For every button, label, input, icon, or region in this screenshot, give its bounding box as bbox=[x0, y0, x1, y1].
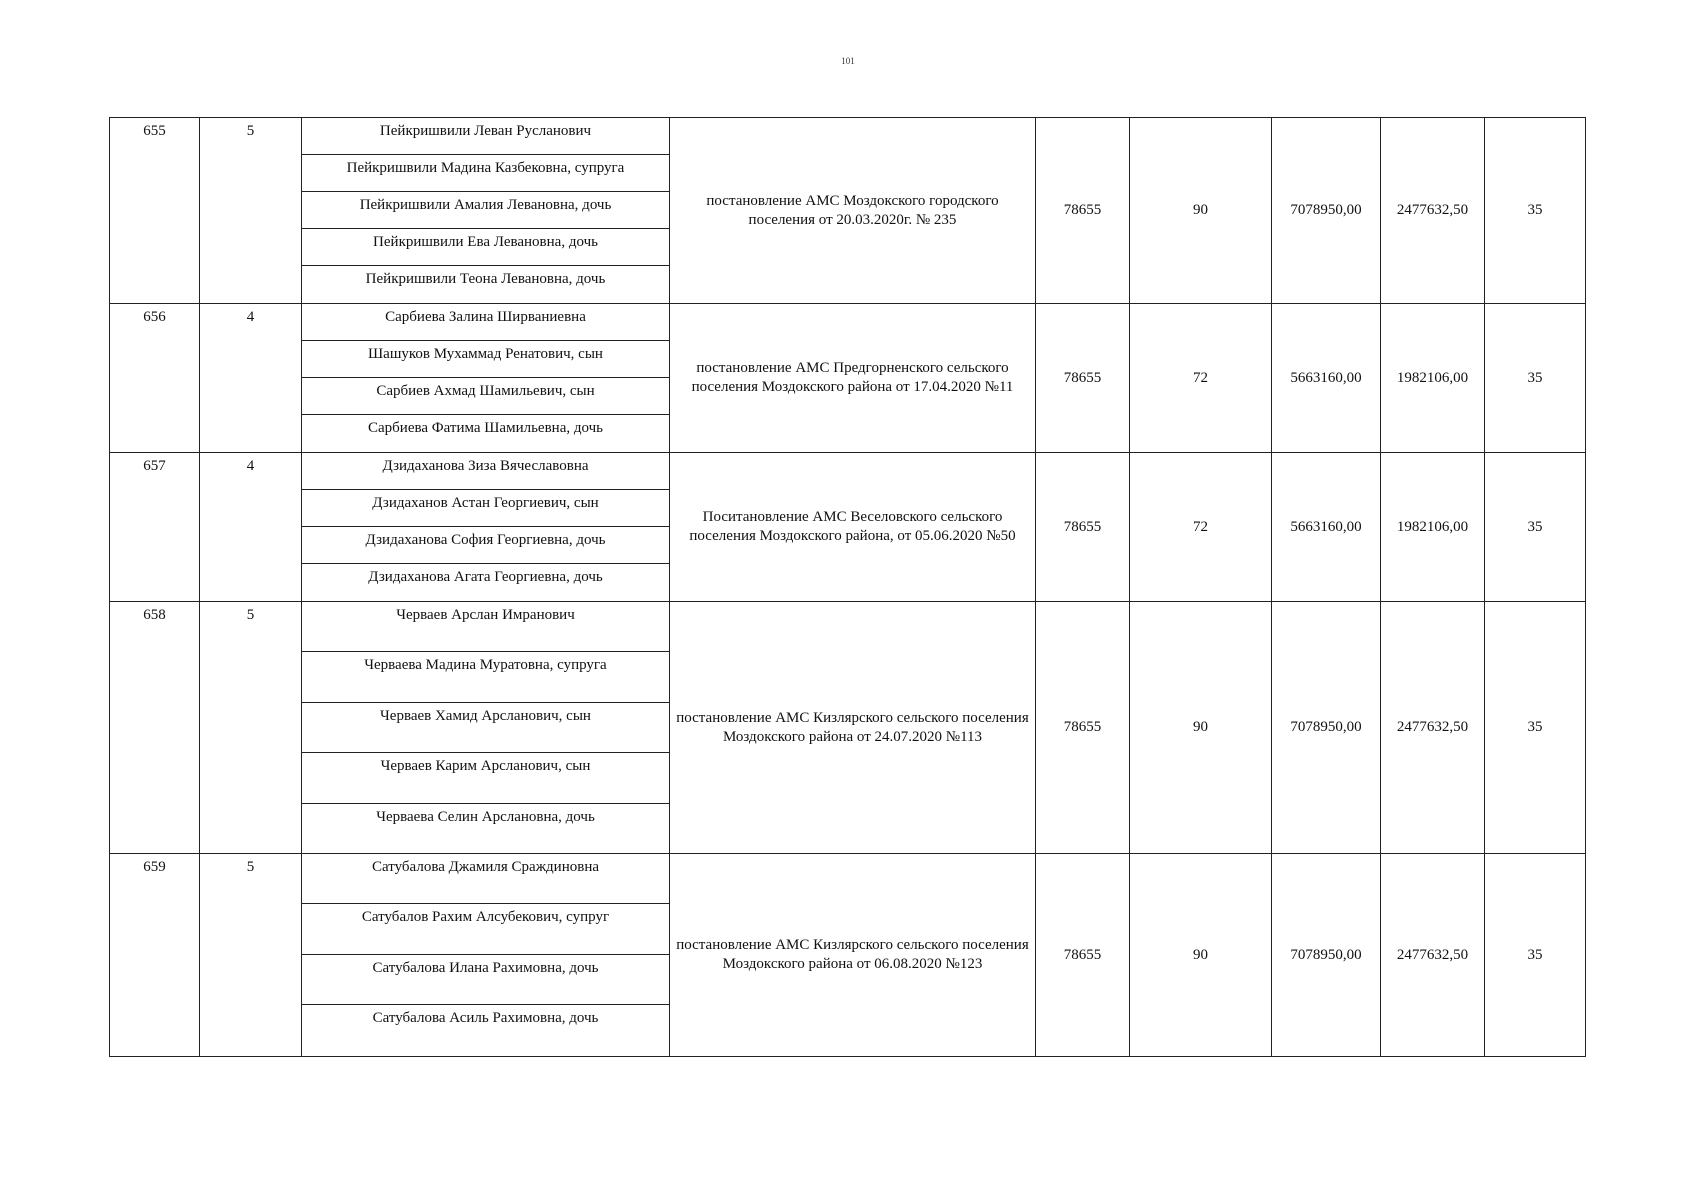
subsidy-cell: 2477632,50 bbox=[1381, 854, 1485, 1057]
family-size-cell: 5 bbox=[200, 118, 302, 304]
norm-cost-cell: 78655 bbox=[1036, 602, 1130, 854]
record-row bbox=[110, 118, 1586, 155]
area-cell: 90 bbox=[1130, 854, 1272, 1057]
record-number-cell: 658 bbox=[110, 602, 200, 854]
family-member-cell: Сарбиева Залина Ширваниевна bbox=[302, 304, 670, 341]
family-member-cell: Черваева Селин Арслановна, дочь bbox=[302, 804, 670, 854]
percent-cell: 35 bbox=[1485, 304, 1586, 453]
record-row bbox=[110, 304, 1586, 341]
family-member-cell: Пейкришвили Мадина Казбековна, супруга bbox=[302, 155, 670, 192]
subsidy-cell: 1982106,00 bbox=[1381, 304, 1485, 453]
record-number-cell: 655 bbox=[110, 118, 200, 304]
register-table bbox=[109, 117, 1586, 1057]
norm-cost-cell: 78655 bbox=[1036, 453, 1130, 602]
family-member-cell: Дзидаханова Агата Георгиевна, дочь bbox=[302, 564, 670, 602]
document-cell: постановление АМС Моздокского городского поселения от 20.03.2020г. № 235 bbox=[670, 118, 1036, 304]
family-size-cell: 5 bbox=[200, 854, 302, 1057]
family-member-cell: Пейкришвили Леван Русланович bbox=[302, 118, 670, 155]
total-cost-cell: 7078950,00 bbox=[1272, 602, 1381, 854]
norm-cost-cell: 78655 bbox=[1036, 854, 1130, 1057]
total-cost-cell: 5663160,00 bbox=[1272, 453, 1381, 602]
norm-cost-cell: 78655 bbox=[1036, 118, 1130, 304]
family-member-cell: Дзидаханова Зиза Вячеславовна bbox=[302, 453, 670, 490]
record-number-cell: 657 bbox=[110, 453, 200, 602]
record-number-cell: 659 bbox=[110, 854, 200, 1057]
page-number: 101 bbox=[841, 56, 855, 66]
family-member-cell: Пейкришвили Амалия Левановна, дочь bbox=[302, 192, 670, 229]
percent-cell: 35 bbox=[1485, 118, 1586, 304]
family-member-cell: Сатубалов Рахим Алсубекович, супруг bbox=[302, 904, 670, 955]
percent-cell: 35 bbox=[1485, 602, 1586, 854]
document-cell: постановление АМС Предгорненского сельского поселения Моздокского района от 17.04.2020 №11 bbox=[670, 304, 1036, 453]
subsidy-cell: 2477632,50 bbox=[1381, 602, 1485, 854]
family-member-cell: Сарбиева Фатима Шамильевна, дочь bbox=[302, 415, 670, 453]
family-member-cell: Пейкришвили Ева Левановна, дочь bbox=[302, 229, 670, 266]
family-member-cell: Черваев Карим Арсланович, сын bbox=[302, 753, 670, 804]
family-member-cell: Дзидаханов Астан Георгиевич, сын bbox=[302, 490, 670, 527]
family-member-cell: Черваев Хамид Арсланович, сын bbox=[302, 703, 670, 753]
record-row bbox=[110, 602, 1586, 652]
subsidy-cell: 1982106,00 bbox=[1381, 453, 1485, 602]
family-member-cell: Черваева Мадина Муратовна, супруга bbox=[302, 652, 670, 703]
percent-cell: 35 bbox=[1485, 453, 1586, 602]
document-cell: постановление АМС Кизлярского сельского поселения Моздокского района от 24.07.2020 №113 bbox=[670, 602, 1036, 854]
area-cell: 90 bbox=[1130, 118, 1272, 304]
family-member-cell: Дзидаханова София Георгиевна, дочь bbox=[302, 527, 670, 564]
document-cell: Поситановление АМС Веселовского сельского поселения Моздокского района, от 05.06.2020 №50 bbox=[670, 453, 1036, 602]
family-member-cell: Сатубалова Джамиля Сраждиновна bbox=[302, 854, 670, 904]
family-member-cell: Сарбиев Ахмад Шамильевич, сын bbox=[302, 378, 670, 415]
family-size-cell: 4 bbox=[200, 304, 302, 453]
document-cell: постановление АМС Кизлярского сельского поселения Моздокского района от 06.08.2020 №123 bbox=[670, 854, 1036, 1057]
subsidy-cell: 2477632,50 bbox=[1381, 118, 1485, 304]
norm-cost-cell: 78655 bbox=[1036, 304, 1130, 453]
total-cost-cell: 7078950,00 bbox=[1272, 854, 1381, 1057]
family-member-cell: Сатубалова Илана Рахимовна, дочь bbox=[302, 955, 670, 1005]
family-member-cell: Черваев Арслан Имранович bbox=[302, 602, 670, 652]
area-cell: 72 bbox=[1130, 304, 1272, 453]
record-number-cell: 656 bbox=[110, 304, 200, 453]
area-cell: 90 bbox=[1130, 602, 1272, 854]
family-member-cell: Сатубалова Асиль Рахимовна, дочь bbox=[302, 1005, 670, 1057]
total-cost-cell: 7078950,00 bbox=[1272, 118, 1381, 304]
family-member-cell: Шашуков Мухаммад Ренатович, сын bbox=[302, 341, 670, 378]
area-cell: 72 bbox=[1130, 453, 1272, 602]
record-row bbox=[110, 453, 1586, 490]
total-cost-cell: 5663160,00 bbox=[1272, 304, 1381, 453]
percent-cell: 35 bbox=[1485, 854, 1586, 1057]
family-member-cell: Пейкришвили Теона Левановна, дочь bbox=[302, 266, 670, 304]
record-row bbox=[110, 854, 1586, 904]
family-size-cell: 4 bbox=[200, 453, 302, 602]
family-size-cell: 5 bbox=[200, 602, 302, 854]
